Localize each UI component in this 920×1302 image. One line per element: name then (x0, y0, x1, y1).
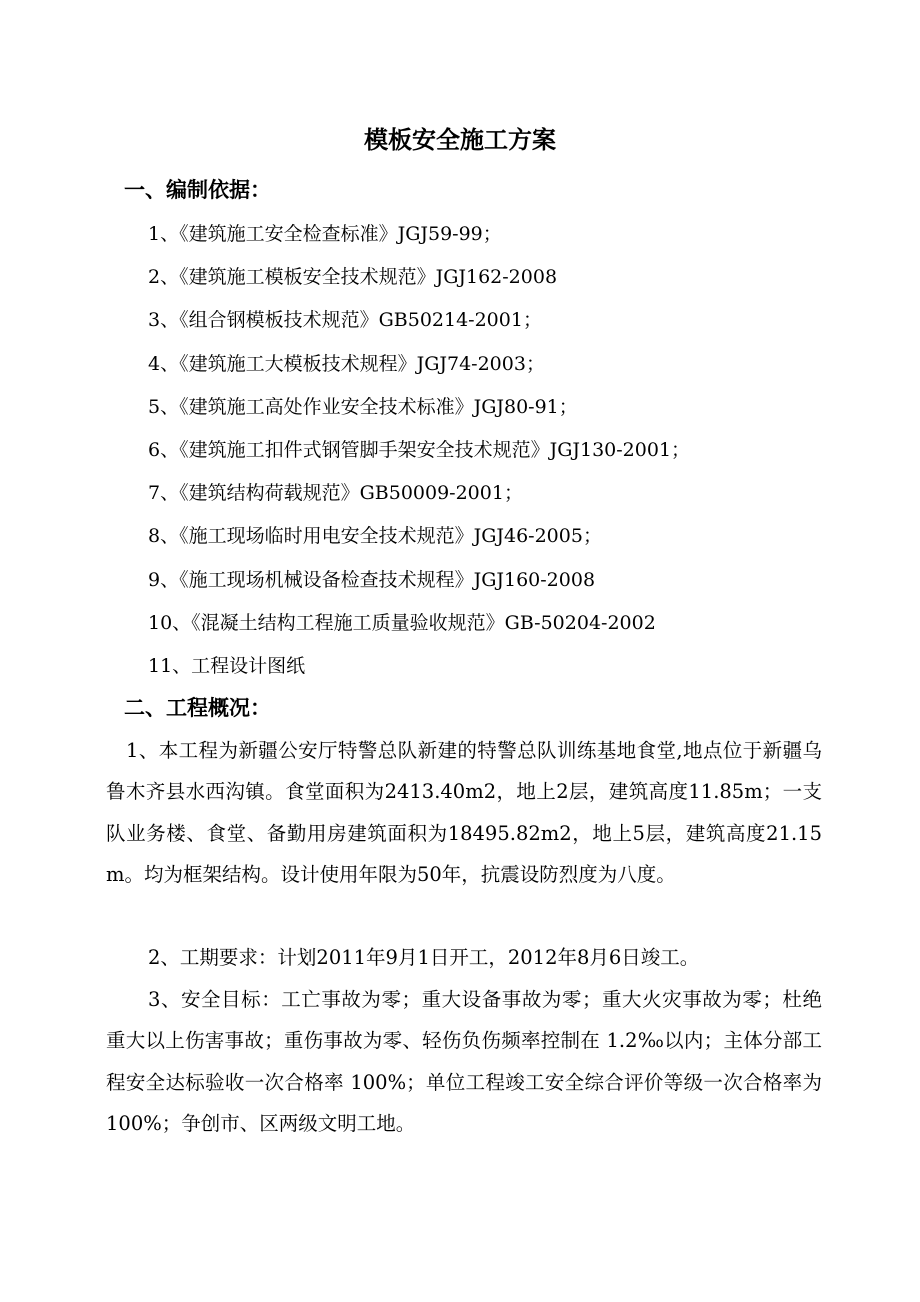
list-item: 8、《施工现场临时用电安全技术规范》JGJ46-2005； (148, 525, 602, 548)
list-item: 10、《混凝土结构工程施工质量验收规范》GB-50204-2002 (148, 611, 656, 634)
list-item: 3、《组合钢模板技术规范》GB50214-2001； (148, 309, 542, 332)
overview-paragraph-safety-goals (106, 979, 822, 1145)
list-item: 11、工程设计图纸 (148, 654, 306, 677)
paragraph-text: 1、本工程为新疆公安厅特警总队新建的特警总队训练基地食堂,地点位于新疆乌鲁木齐县水西沟镇。食堂面积为2413.40m2，地上2层，建筑高度11.85m；一支队业务楼、食堂、备勤用房建筑面积为18495.82m2，地上5层，建筑高度21.15m。均为框架结构。设计使用年限为50年，抗震设防烈度为八度。 (106, 739, 822, 887)
list-item: 7、《建筑结构荷载规范》GB50009-2001； (148, 482, 523, 505)
list-item: 9、《施工现场机械设备检查技术规程》JGJ160-2008 (148, 568, 596, 591)
paragraph-text: 3、安全目标：工亡事故为零；重大设备事故为零；重大火灾事故为零；杜绝重大以上伤害事故；重伤事故为零、轻伤负伤频率控制在 1.2‰以内；主体分部工程安全达标验收一次合格率 100%；单位工程竣工安全综合评价等级一次合格率为 100%；争创市、区两级文明工地。 (106, 988, 822, 1136)
section-heading-overview: 二、工程概况： (124, 696, 271, 720)
list-item: 1、《建筑施工安全检查标准》JGJ59-99； (148, 223, 502, 245)
section-heading-basis: 一、编制依据： (124, 178, 271, 202)
reference-list (148, 218, 848, 693)
list-item: 5、《建筑施工高处作业安全技术标准》JGJ80-91； (148, 395, 578, 418)
document-title: 模板安全施工方案 (364, 126, 556, 154)
list-item: 4、《建筑施工大模板技术规程》JGJ74-2003； (148, 352, 545, 375)
overview-paragraph-project (106, 730, 822, 896)
paragraph-text: 2、工期要求：计划2011年9月1日开工，2012年8月6日竣工。 (148, 946, 700, 969)
list-item: 6、《建筑施工扣件式钢管脚手架安全技术规范》JGJ130-2001； (148, 438, 691, 461)
overview-paragraph-schedule (106, 937, 822, 978)
list-item: 2、《建筑施工模板安全技术规范》JGJ162-2008 (148, 266, 558, 289)
